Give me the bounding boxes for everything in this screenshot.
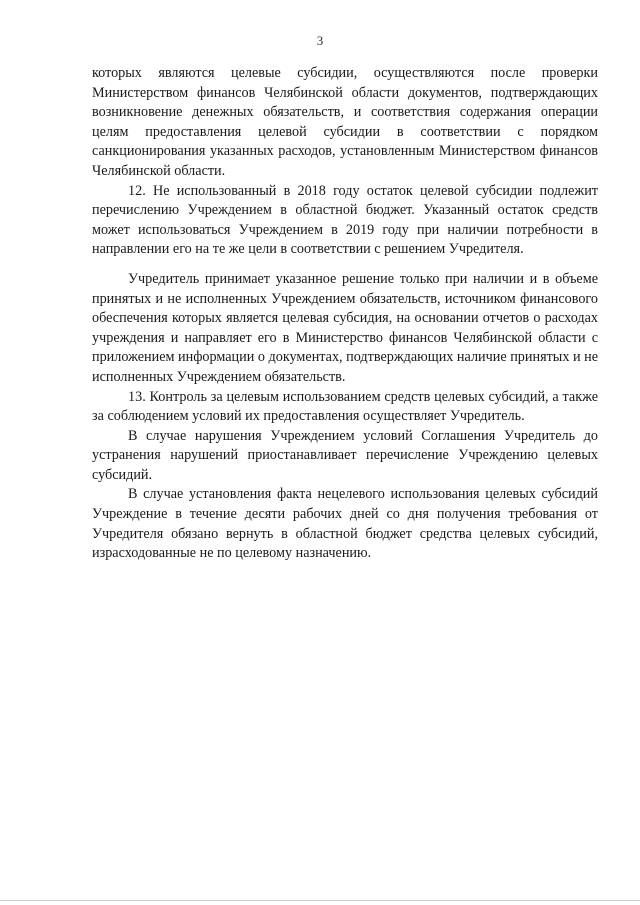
paragraph-continuation: которых являются целевые субсидии, осуществляются после проверки Министерством финансов Челябинской области документов, подтверждающих возникновение денежных обязательств, и соответствия содержания операции целям предоставления целевой субсидии в соответствии с порядком санкционирования указанных расходов, установленным Министерством финансов Челябинской области.	[92, 65, 598, 179]
page-number: 3	[316, 33, 324, 48]
document-body	[92, 64, 598, 564]
paragraph-violation: В случае нарушения Учреждением условий Соглашения Учредитель до устранения нарушений приостанавливает перечисление Учреждению целевых субсидий.	[92, 427, 598, 483]
page-bottom-divider	[0, 900, 640, 901]
paragraph-13: 13. Контроль за целевым использованием средств целевых субсидий, а также за соблюдением условий их предоставления осуществляет Учредитель.	[92, 388, 598, 425]
paragraph-founder-decision: Учредитель принимает указанное решение только при наличии и в объеме принятых и не исполненных Учреждением обязательств, источником финансового обеспечения которых является целевая субсидия, на основании отчетов о расходах учреждения и направляет его в Министерство финансов Челябинской области с приложением информации о документах, подтверждающих наличие принятых и не исполненных Учреждением обязательств.	[92, 270, 598, 385]
paragraph-misuse: В случае установления факта нецелевого использования целевых субсидий Учреждение в течение десяти рабочих дней со дня получения требования от Учредителя обязано вернуть в областной бюджет средства целевых субсидий, израсходованные не по целевому назначению.	[92, 486, 598, 562]
paragraph-12: 12. Не использованный в 2018 году остаток целевой субсидии подлежит перечислению Учреждением в областной бюджет. Указанный остаток средств может использоваться Учреждением в 2019 году при наличии потребности в направлении его на те же цели в соответствии с решением Учредителя.	[92, 182, 598, 258]
